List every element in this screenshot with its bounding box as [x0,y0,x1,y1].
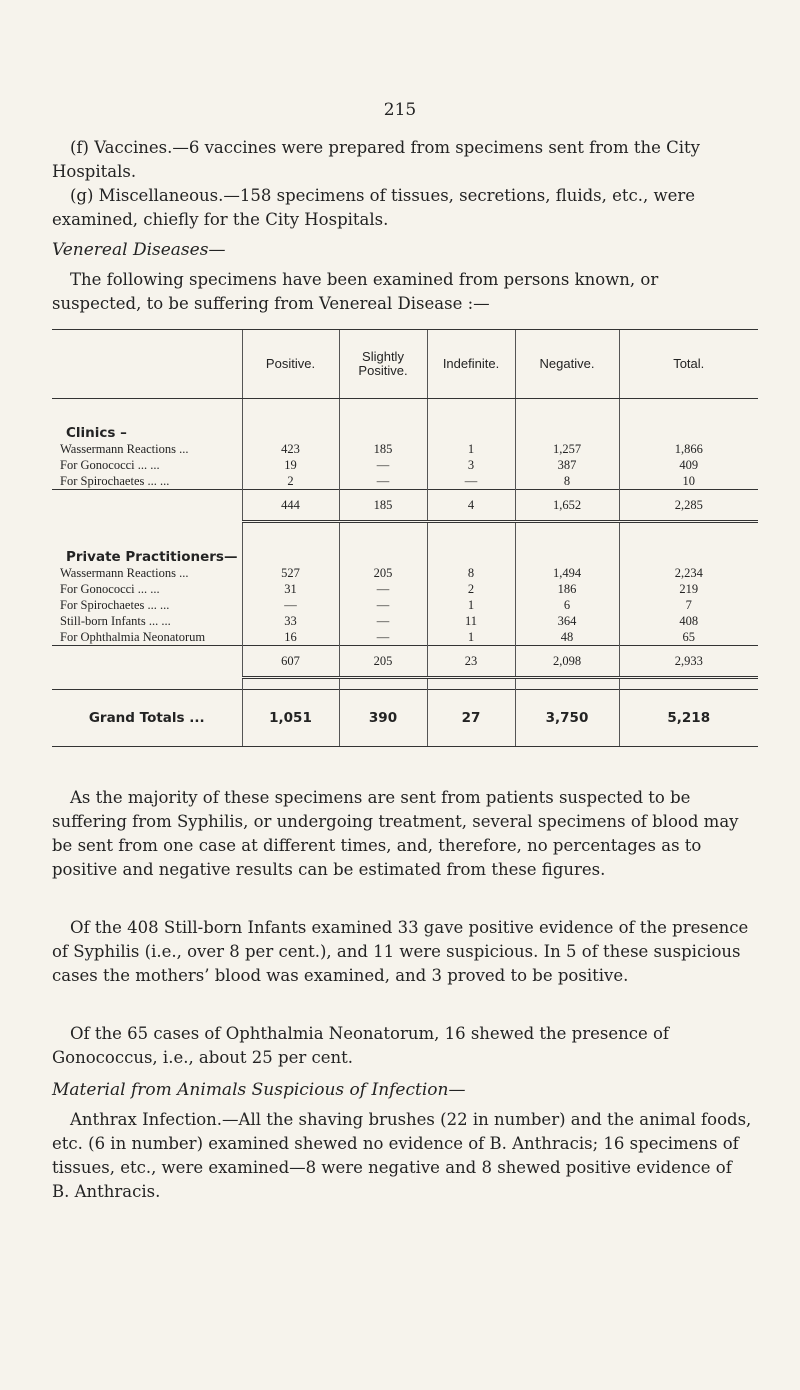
cell-indefinite: 1 [427,629,515,646]
table-row [52,457,758,473]
paragraph-stillborn-text: Of the 408 Still-born Infants examined 33 gave positive evidence of the presence of Syphilis (i.e., over 8 per cent.), and 11 were suspicious. In 5 of these suspicious cases the mothers’ blood was examined, and 3 proved to be positive. [52,918,749,985]
heading-venereal-diseases: Venereal Diseases— [52,240,226,260]
cell-negative: 1,494 [515,565,619,581]
header-positive: Positive. [242,330,339,399]
grand-total-negative: 3,750 [515,690,619,747]
row-label: Wassermann Reactions ... [60,442,189,456]
cell-slightly-positive: — [339,581,427,597]
cell-positive: 423 [242,441,339,457]
cell-negative: 6 [515,597,619,613]
subtotal-positive: 607 [242,646,339,678]
cell-indefinite: 3 [427,457,515,473]
cell-total: 65 [619,629,758,646]
paragraph-venereal-intro-text: The following specimens have been examined from persons known, or suspected, to be suffering from Venereal Disease :— [52,270,659,313]
group-clinics-title-row [52,399,758,442]
grand-total-slightly-positive: 390 [339,690,427,747]
subtotal-slightly-positive: 185 [339,490,427,522]
row-label: For Ophthalmia Neonatorum [60,630,206,644]
clinics-subtotal-row [52,490,758,522]
paragraph-vaccines-text: (f) Vaccines.—6 vaccines were prepared from specimens sent from the City Hospitals. [52,138,701,181]
paragraph-anthrax-text: Anthrax Infection.—All the shaving brushes (22 in number) and the animal foods, etc. (6 in number) examined shewed no evidence of B. Anthracis; 16 specimens of tissues, etc., were examined—8 were negative and 8 shewed positive evidence of B. Anthracis. [52,1110,752,1201]
cell-indefinite: 1 [427,597,515,613]
cell-total: 10 [619,473,758,490]
header-negative: Negative. [515,330,619,399]
cell-positive: — [242,597,339,613]
subtotal-total: 2,285 [619,490,758,522]
grand-total-positive: 1,051 [242,690,339,747]
header-blank [52,330,242,399]
cell-total: 219 [619,581,758,597]
table-row [52,597,758,613]
cell-total: 408 [619,613,758,629]
cell-indefinite: 1 [427,441,515,457]
row-label: For Gonococci ... ... [60,458,160,472]
heading-animals: Material from Animals Suspicious of Infection— [52,1080,466,1100]
cell-negative: 364 [515,613,619,629]
table-header-row [52,330,758,399]
paragraph-stillborn [52,916,752,988]
cell-positive: 19 [242,457,339,473]
subtotal-negative: 2,098 [515,646,619,678]
group-private-title: Private Practitioners— [66,549,238,565]
header-slightly-positive [339,330,427,399]
cell-positive: 33 [242,613,339,629]
page-number: 215 [383,100,417,120]
cell-positive: 2 [242,473,339,490]
cell-total: 409 [619,457,758,473]
row-label: For Spirochaetes ... ... [60,474,170,488]
paragraph-vaccines [52,136,752,184]
subtotal-slightly-positive: 205 [339,646,427,678]
table-row [52,441,758,457]
private-subtotal-row [52,646,758,678]
cell-slightly-positive: — [339,613,427,629]
header-indefinite: Indefinite. [427,330,515,399]
grand-totals-label: Grand Totals ... [52,690,242,747]
paragraph-miscellaneous-text: (g) Miscellaneous.—158 specimens of tissues, secretions, fluids, etc., were examined, chiefly for the City Hospitals. [52,186,696,229]
cell-slightly-positive: 185 [339,441,427,457]
paragraph-majority-text: As the majority of these specimens are sent from patients suspected to be suffering from Syphilis, or undergoing treatment, several specimens of blood may be sent from one case at different times, and, therefore, no percentages as to positive and negative results can be estimated from these figures. [52,788,739,879]
paragraph-venereal-intro [52,268,752,316]
cell-slightly-positive: — [339,629,427,646]
table-row [52,629,758,646]
header-total: Total. [619,330,758,399]
cell-negative: 8 [515,473,619,490]
subtotal-indefinite: 23 [427,646,515,678]
cell-positive: 16 [242,629,339,646]
paragraph-anthrax [52,1108,752,1204]
cell-indefinite: 8 [427,565,515,581]
table-row [52,473,758,490]
cell-positive: 31 [242,581,339,597]
cell-total: 1,866 [619,441,758,457]
row-label: For Spirochaetes ... ... [60,598,170,612]
cell-indefinite: — [427,473,515,490]
table-row [52,565,758,581]
cell-slightly-positive: — [339,597,427,613]
subtotal-negative: 1,652 [515,490,619,522]
group-private-title-row [52,522,758,566]
paragraph-miscellaneous [52,184,752,232]
cell-slightly-positive: — [339,457,427,473]
subtotal-indefinite: 4 [427,490,515,522]
table-row [52,581,758,597]
row-label: For Gonococci ... ... [60,582,160,596]
subtotal-positive: 444 [242,490,339,522]
cell-slightly-positive: 205 [339,565,427,581]
grand-total-indefinite: 27 [427,690,515,747]
group-clinics-title: Clinics – [66,425,127,441]
subtotal-total: 2,933 [619,646,758,678]
row-label: Still-born Infants ... ... [60,614,171,628]
cell-negative: 1,257 [515,441,619,457]
cell-indefinite: 2 [427,581,515,597]
table-row [52,613,758,629]
cell-negative: 48 [515,629,619,646]
cell-positive: 527 [242,565,339,581]
paragraph-ophthalmia [52,1022,752,1070]
paragraph-majority [52,786,752,882]
cell-negative: 387 [515,457,619,473]
grand-totals-row [52,690,758,747]
cell-indefinite: 11 [427,613,515,629]
grand-total-total: 5,218 [619,690,758,747]
cell-total: 2,234 [619,565,758,581]
venereal-disease-table [52,329,758,747]
header-slightly-positive-text: Slightly Positive. [358,349,408,378]
cell-slightly-positive: — [339,473,427,490]
cell-total: 7 [619,597,758,613]
row-label: Wassermann Reactions ... [60,566,189,580]
paragraph-ophthalmia-text: Of the 65 cases of Ophthalmia Neonatorum, 16 shewed the presence of Gonococcus, i.e., about 25 per cent. [52,1024,670,1067]
cell-negative: 186 [515,581,619,597]
